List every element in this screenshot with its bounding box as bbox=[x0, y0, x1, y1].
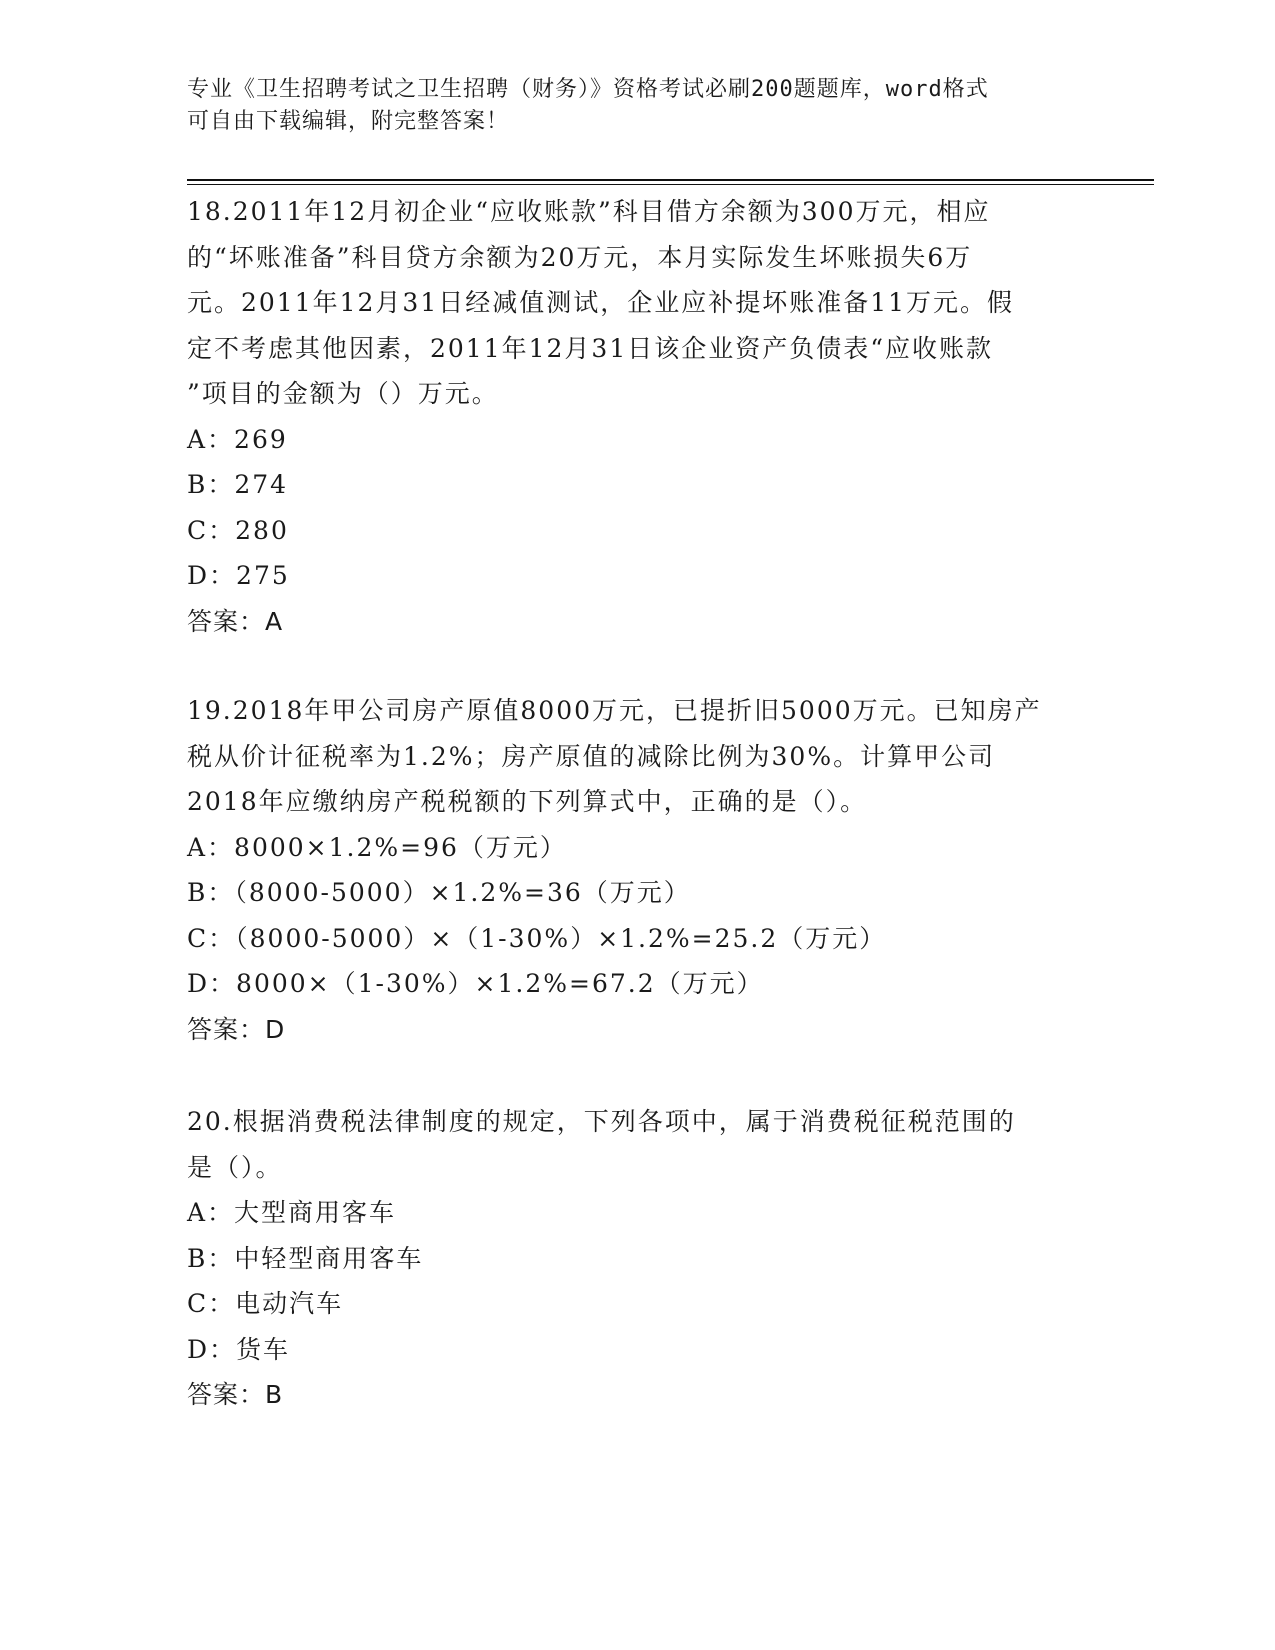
document-header bbox=[187, 74, 1087, 138]
option-d: D：275 bbox=[187, 561, 290, 590]
option-a: A：大型商用客车 bbox=[187, 1198, 397, 1227]
question-stem bbox=[187, 189, 1087, 417]
question-line: 税从价计征税率为1.2%；房产原值的减除比例为30%。计算甲公司 bbox=[187, 741, 996, 771]
question-line: 定不考虑其他因素，2011年12月31日该企业资产负债表“应收账款 bbox=[187, 333, 994, 363]
option-b: B：中轻型商用客车 bbox=[187, 1243, 424, 1273]
question-19 bbox=[187, 688, 1087, 1052]
option-a: A：269 bbox=[187, 424, 288, 454]
option-c: C：280 bbox=[187, 515, 289, 545]
question-line: 的“坏账准备”科目贷方余额为20万元，本月实际发生坏账损失6万 bbox=[187, 242, 973, 272]
header-divider-thick bbox=[187, 179, 1154, 181]
header-line-2: 可自由下载编辑，附完整答案！ bbox=[187, 109, 510, 134]
option-b: B：274 bbox=[187, 470, 289, 499]
option-a: A：8000×1.2%=96（万元） bbox=[187, 832, 567, 862]
question-line: 19.2018年甲公司房产原值8000万元，已提折旧5000万元。已知房产 bbox=[187, 696, 1042, 725]
question-20 bbox=[187, 1099, 1087, 1418]
question-line: 2018年应缴纳房产税税额的下列算式中，正确的是（）。 bbox=[187, 787, 868, 816]
option-b: B：（8000-5000）×1.2%=36（万元） bbox=[187, 878, 691, 907]
answer-label: 答案：A bbox=[187, 606, 284, 636]
question-stem bbox=[187, 1099, 1087, 1190]
question-line: ”项目的金额为（）万元。 bbox=[187, 379, 499, 408]
answer-label: 答案：D bbox=[187, 1014, 286, 1044]
option-d: D：8000×（1-30%）×1.2%=67.2（万元） bbox=[187, 969, 764, 998]
option-c: C：（8000-5000）×（1-30%）×1.2%=25.2（万元） bbox=[187, 923, 887, 953]
header-divider-thin bbox=[187, 184, 1154, 185]
question-line: 是（）。 bbox=[187, 1152, 283, 1182]
option-c: C：电动汽车 bbox=[187, 1289, 344, 1318]
answer-label: 答案：B bbox=[187, 1380, 284, 1409]
question-line: 20.根据消费税法律制度的规定，下列各项中，属于消费税征税范围的 bbox=[187, 1107, 1016, 1136]
question-line: 元。2011年12月31日经减值测试，企业应补提坏账准备11万元。假 bbox=[187, 288, 1015, 317]
question-18 bbox=[187, 189, 1087, 644]
question-line: 18.2011年12月初企业“应收账款”科目借方余额为300万元，相应 bbox=[187, 197, 991, 226]
option-d: D：货车 bbox=[187, 1334, 291, 1364]
header-line-1: 专业《卫生招聘考试之卫生招聘（财务）》资格考试必刷200题题库，word格式 bbox=[187, 77, 989, 102]
question-stem bbox=[187, 688, 1087, 825]
